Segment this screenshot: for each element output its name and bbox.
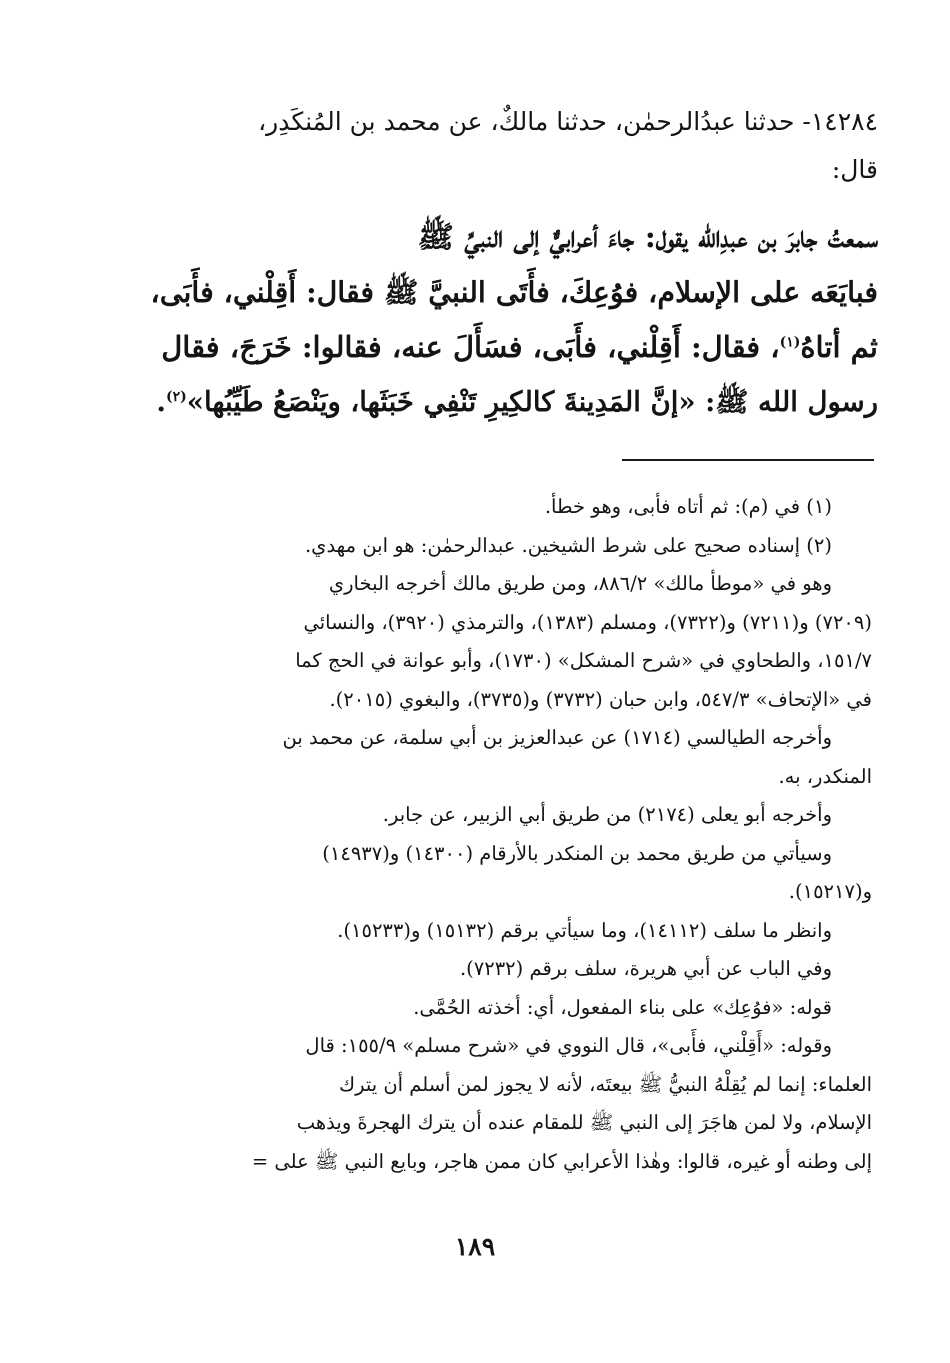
hadith-matn <box>150 210 878 430</box>
footnote-line: (٧٢٠٩) و(٧٢١١) و(٧٣٢٢)، ومسلم (١٣٨٣)، والترمذي (٣٩٢٠)، والنسائي <box>303 610 872 634</box>
footnote-line: ١٥١/٧، والطحاوي في «شرح المشكل» (١٧٣٠)، وأبو عوانة في الحج كما <box>295 649 872 672</box>
hadith-text-segment: ثم أتاهُ <box>800 330 878 364</box>
hadith-text-line: سمعتُ جابرَ بن عبدِالله يقول: جاءَ أعرابيٌّ إلى النبيِّ ﷺ <box>417 220 878 255</box>
hadith-text-segment: فبايَعَه على الإسلام، فوُعِكَ، فأَتَى النبيَّ ﷺ فقال: أَقِلْني، فأَبَى، <box>150 275 878 309</box>
footnote-line: وهو في «موطأ مالك» ٨٨٦/٢، ومن طريق مالك أخرجه البخاري <box>328 572 832 595</box>
footnote-line: وأخرجه أبو يعلى (٢١٧٤) من طريق أبي الزبير، عن جابر. <box>382 803 832 826</box>
footnotes-section <box>160 488 872 1181</box>
hadith-text-line <box>150 265 878 320</box>
hadith-text-segment: ، فقال: أَقِلْني، فأَبَى، فسَأَلَ عنه، فقالوا: خَرَجَ، فقال <box>161 330 780 364</box>
footnote-line: قوله: «فوُعِك» على بناء المفعول، أي: أخذته الحُمَّى. <box>413 995 832 1019</box>
footnote-line: في «الإتحاف» ٥٤٧/٣، وابن حبان (٣٧٣٢) و(٣٧٣٥)، والبغوي (٢٠١٥). <box>329 687 872 711</box>
footnote-marker-1: (١) <box>779 334 801 351</box>
hadith-text-line <box>150 320 878 375</box>
hadith-isnad <box>150 98 878 194</box>
footnote-line: و(١٥٢١٧). <box>788 880 872 903</box>
footnote-line: (٢) إسناده صحيح على شرط الشيخين. عبدالرحمٰن: هو ابن مهدي. <box>304 533 832 557</box>
footnote-marker-2: (٢) <box>165 388 187 405</box>
page-number: ١٨٩ <box>454 1232 496 1261</box>
footnote-line: إلى وطنه أو غيره، قالوا: وهٰذا الأعرابي كان ممن هاجر، وبايع النبي ﷺ على = <box>251 1149 872 1173</box>
hadith-text-segment: رسول الله ﷺ: «إنَّ المَدِينةَ كالكِيرِ تَنْفِي خَبَثَها، ويَنْصَعُ طَيِّبُها» <box>186 386 878 418</box>
footnote-line: وانظر ما سلف (١٤١١٢)، وما سيأتي برقم (١٥١٣٢) و(١٥٢٣٣). <box>337 918 832 942</box>
footnote-line: المنكدر، به. <box>778 764 872 788</box>
footnote-line: وأخرجه الطيالسي (١٧١٤) عن عبدالعزيز بن أبي سلمة، عن محمد بن <box>282 726 832 749</box>
footnote-line: الإسلام، ولا لمن هاجَرَ إلى النبي ﷺ للمقام عنده أن يترك الهجرةَ ويذهب <box>296 1111 872 1134</box>
hadith-text-line <box>150 375 878 430</box>
footnote-line: (١) في (م): ثم أتاه فأبى، وهو خطأ. <box>544 495 832 518</box>
hadith-text-segment: . <box>156 386 166 418</box>
footnote-line: وسيأتي من طريق محمد بن المنكدر بالأرقام (١٤٣٠٠) و(١٤٩٣٧) <box>322 841 832 865</box>
hadith-header-line: ١٤٢٨٤- حدثنا عبدُالرحمٰن، حدثنا مالكٌ، عن محمد بن المُنكَدِر، <box>258 107 878 136</box>
footnote-line: وفي الباب عن أبي هريرة، سلف برقم (٧٢٣٢). <box>459 957 832 980</box>
footnote-divider <box>622 459 874 461</box>
hadith-header-line: قال: <box>831 155 878 184</box>
hadith-section <box>150 98 878 430</box>
footnote-line: وقوله: «أَقِلْني، فأَبى»، قال النووي في «شرح مسلم» ١٥٥/٩: قال <box>305 1034 832 1057</box>
footnote-line: العلماء: إنما لم يُقِلْهُ النبيُّ ﷺ بيعتَه، لأنه لا يجوز لمن أسلم أن يترك <box>339 1072 872 1096</box>
